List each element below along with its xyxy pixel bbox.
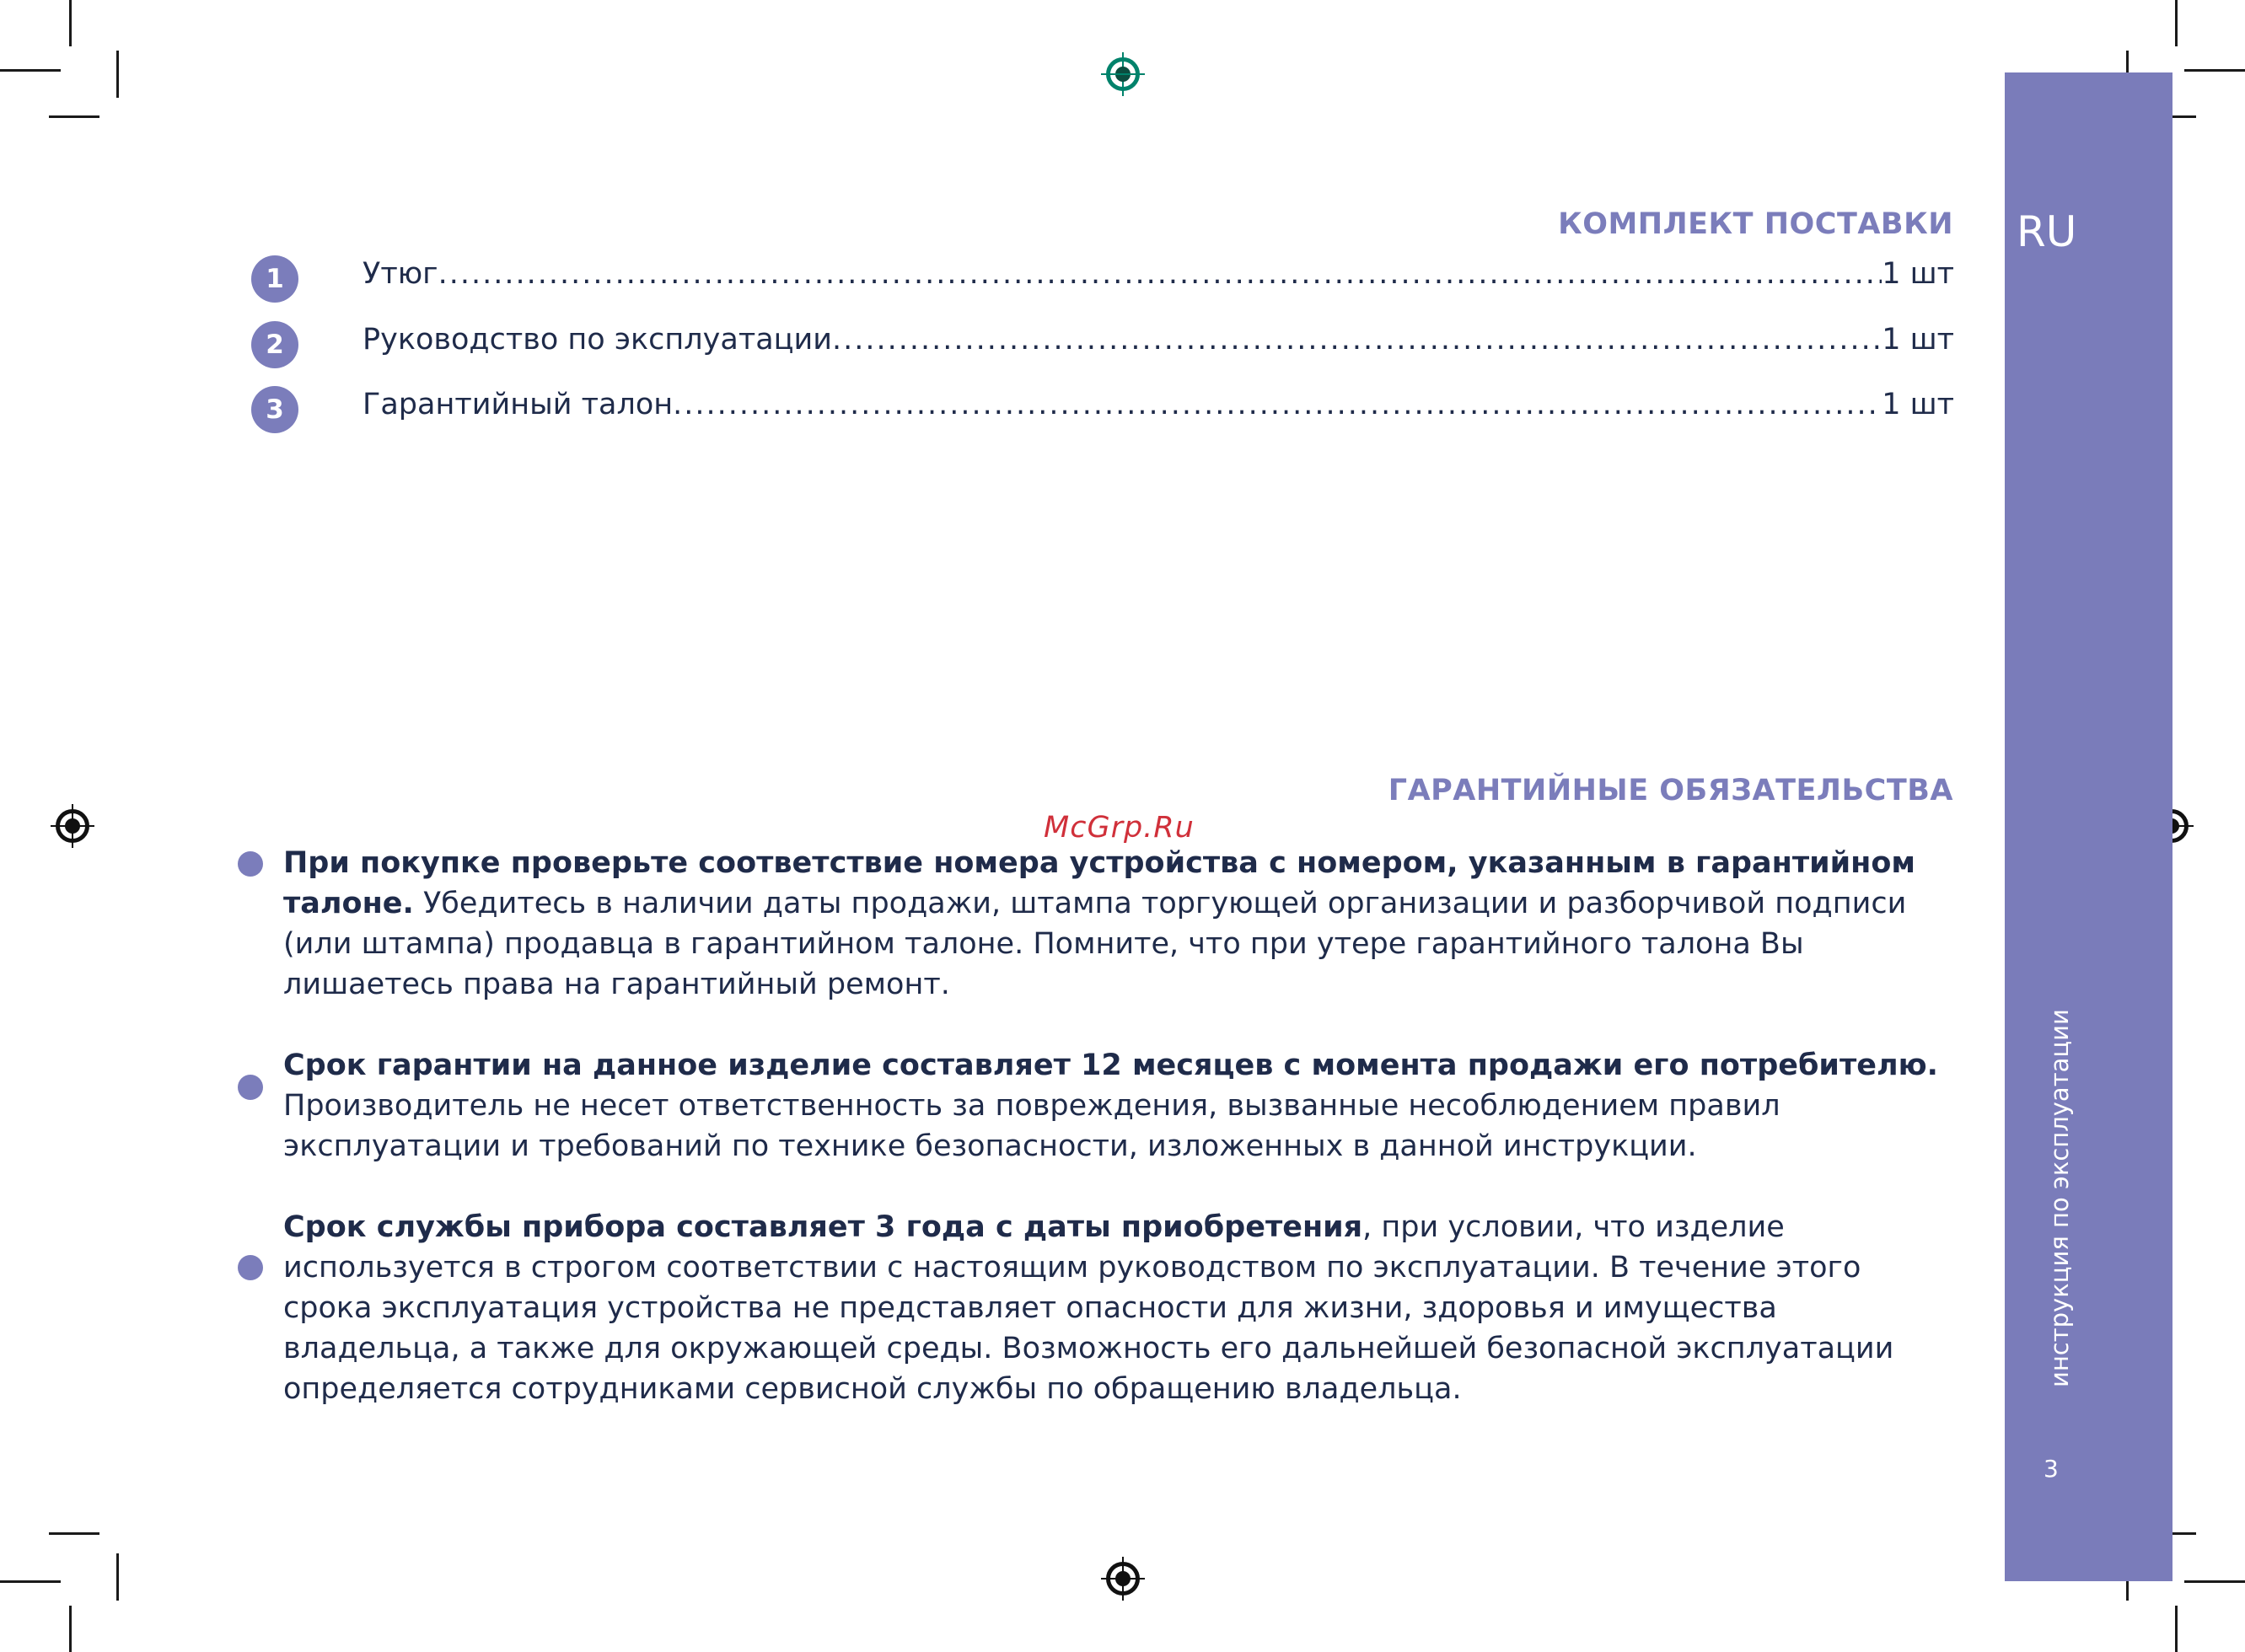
crop-mark — [49, 115, 99, 118]
item-number-badge: 1 — [251, 255, 298, 303]
package-item — [251, 386, 1954, 433]
paragraph-lead: При покупке проверьте соответствие номера устройства с номером, указанным в гарантийном талоне. — [283, 846, 1915, 920]
item-quantity: 1 шт — [1882, 323, 1954, 357]
crop-mark — [69, 1606, 72, 1652]
paragraph-text: Убедитесь в наличии даты продажи, штампа торгующей организации и разборчивой подписи (или штампа) продавца в гарантийном талоне. Помните, что при утере гарантийного талона Вы лишаетесь права на гарантийный ремонт. — [283, 887, 1907, 1001]
package-item — [251, 321, 1954, 368]
item-number-badge: 2 — [251, 321, 298, 368]
crop-mark — [69, 0, 72, 46]
bullet-icon — [238, 851, 263, 877]
crop-mark — [49, 1532, 99, 1535]
registration-mark-icon — [56, 809, 89, 843]
dot-leader — [438, 257, 1882, 291]
crop-mark — [2184, 69, 2245, 72]
item-name: Руководство по эксплуатации — [363, 323, 832, 357]
item-name: Гарантийный талон — [363, 388, 674, 421]
item-name: Утюг — [363, 257, 438, 291]
bullet-icon — [238, 1255, 263, 1280]
warranty-paragraph — [283, 1207, 1957, 1409]
side-vertical-label: инструкция по эксплуатации — [2045, 1009, 2074, 1387]
item-number-badge: 3 — [251, 386, 298, 433]
crop-mark — [116, 1553, 119, 1601]
side-tab — [2005, 72, 2172, 1581]
crop-mark — [2175, 0, 2178, 46]
paragraph-lead: Срок гарантии на данное изделие составляет 12 месяцев с момента продажи его потребителю. — [283, 1049, 1938, 1082]
registration-mark-icon — [1106, 57, 1140, 91]
dot-leader — [673, 388, 1882, 421]
registration-mark-icon — [1106, 1562, 1140, 1596]
paragraph-text: Производитель не несет ответственность за повреждения, вызванные несоблюдением правил эксплуатации и требований по технике безопасности, изложенных в данной инструкции. — [283, 1089, 1780, 1163]
package-item — [251, 255, 1954, 303]
crop-mark — [116, 51, 119, 98]
paragraph-lead: Срок службы прибора составляет 3 года с даты приобретения — [283, 1210, 1363, 1244]
crop-mark — [2184, 1580, 2245, 1583]
watermark: McGrp.Ru — [1044, 811, 1195, 845]
item-quantity: 1 шт — [1882, 257, 1954, 291]
warranty-paragraph — [283, 1045, 1957, 1167]
warranty-title: ГАРАНТИЙНЫЕ ОБЯЗАТЕЛЬСТВА — [1388, 774, 1953, 807]
item-quantity: 1 шт — [1882, 388, 1954, 421]
page-number: 3 — [2044, 1455, 2059, 1483]
crop-mark — [0, 1580, 61, 1583]
paragraph-text: , при условии, что изделие используется в строгом соответствии с настоящим руководством по эксплуатации. В течение этого срока эксплуатация устройства не представляет опасности для жизни, здоровья и имущества владельца, а также для окружающей среды. Возможность его дальнейшей безопасной эксплуатации определяется сотрудниками сервисной службы по обращению владельца. — [283, 1210, 1894, 1406]
crop-mark — [2175, 1606, 2178, 1652]
dot-leader — [832, 323, 1882, 357]
bullet-icon — [238, 1075, 263, 1100]
language-label: RU — [2017, 207, 2077, 256]
crop-mark — [0, 69, 61, 72]
package-title: КОМПЛЕКТ ПОСТАВКИ — [1558, 207, 1953, 241]
warranty-paragraph — [283, 843, 1957, 1005]
